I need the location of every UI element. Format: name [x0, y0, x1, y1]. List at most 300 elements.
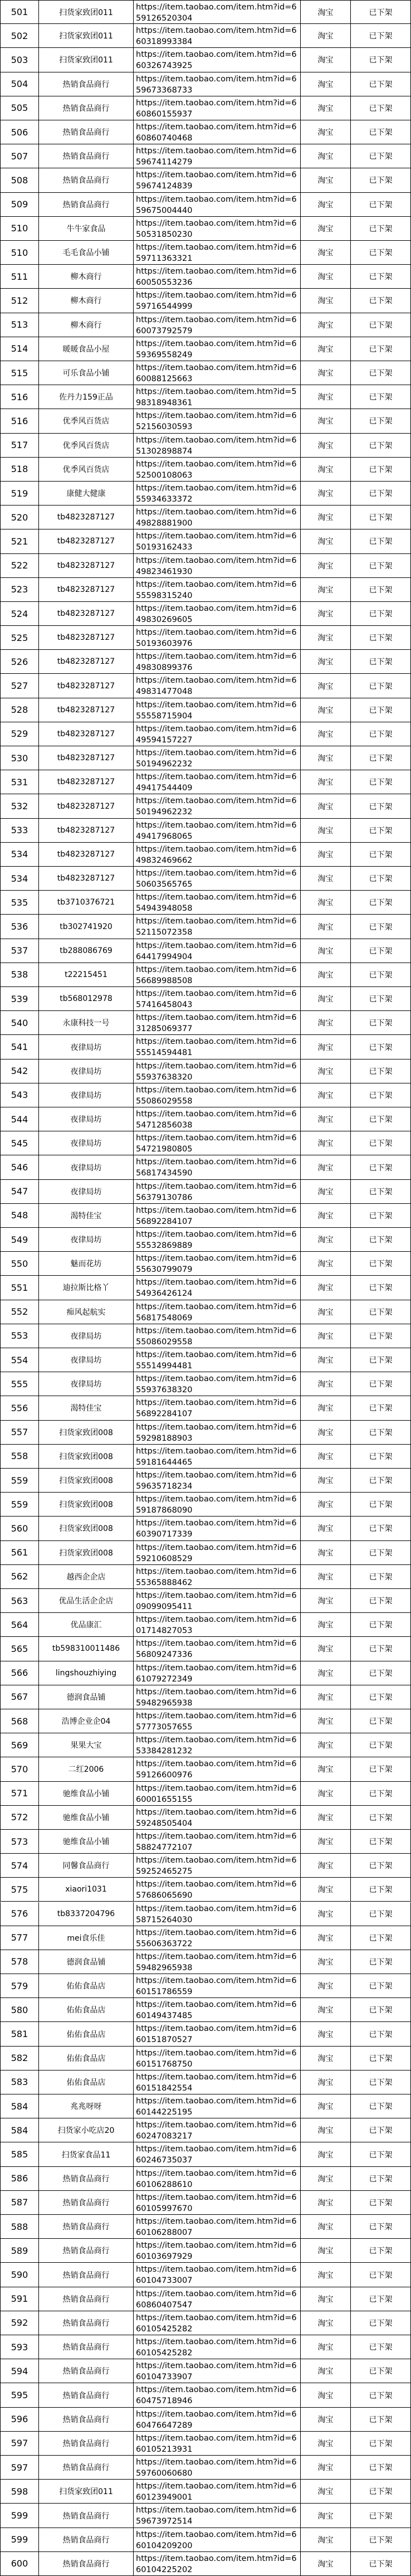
item-link[interactable]: https://item.taobao.com/item.htm?id=660106288610	[134, 2167, 301, 2191]
table-row	[0, 1107, 411, 1131]
platform-cell: 淘宝	[301, 1782, 351, 1806]
row-number: 585	[0, 2142, 39, 2166]
platform-cell: 淘宝	[301, 289, 351, 313]
status-cell: 已下架	[351, 1107, 411, 1131]
item-link[interactable]: https://item.taobao.com/item.htm?id=660860740468	[134, 120, 301, 144]
platform-cell: 淘宝	[301, 409, 351, 433]
row-number: 599	[0, 2504, 39, 2528]
item-link[interactable]: https://item.taobao.com/item.htm?id=659673368733	[134, 72, 301, 96]
table-row	[0, 963, 411, 987]
status-cell: 已下架	[351, 1348, 411, 1372]
item-link[interactable]: https://item.taobao.com/item.htm?id=660247083217	[134, 2118, 301, 2142]
item-link[interactable]: https://item.taobao.com/item.htm?id=659675004440	[134, 193, 301, 217]
platform-cell: 淘宝	[301, 2456, 351, 2480]
table-row	[0, 2408, 411, 2432]
item-link[interactable]: https://item.taobao.com/item.htm?id=659635718234	[134, 1469, 301, 1493]
table-row	[0, 1252, 411, 1276]
item-link[interactable]: https://item.taobao.com/item.htm?id=658715264030	[134, 1902, 301, 1926]
item-link[interactable]: https://item.taobao.com/item.htm?id=649832469662	[134, 843, 301, 867]
table-row	[0, 2094, 411, 2118]
row-number: 519	[0, 482, 39, 506]
item-link[interactable]: https://item.taobao.com/item.htm?id=659482965938	[134, 1685, 301, 1709]
status-cell: 已下架	[351, 144, 411, 168]
item-link[interactable]: https://item.taobao.com/item.htm?id=598318948361	[134, 385, 301, 409]
status-cell: 已下架	[351, 2528, 411, 2552]
platform-cell: 淘宝	[301, 193, 351, 217]
item-link[interactable]: https://item.taobao.com/item.htm?id=654721980805	[134, 1131, 301, 1155]
platform-cell: 淘宝	[301, 506, 351, 529]
shop-name: tb288086769	[39, 939, 134, 963]
item-link[interactable]: https://item.taobao.com/item.htm?id=631285069377	[134, 1011, 301, 1035]
item-link[interactable]: https://item.taobao.com/item.htm?id=659482965938	[134, 1950, 301, 1974]
platform-cell: 淘宝	[301, 96, 351, 120]
item-link[interactable]: https://item.taobao.com/item.htm?id=656817548069	[134, 1300, 301, 1324]
item-link[interactable]: https://item.taobao.com/item.htm?id=654936426124	[134, 1276, 301, 1300]
item-link[interactable]: https://item.taobao.com/item.htm?id=660088125663	[134, 361, 301, 385]
row-number: 553	[0, 1324, 39, 1348]
item-link[interactable]: https://item.taobao.com/item.htm?id=660151870527	[134, 2022, 301, 2046]
item-link[interactable]: https://item.taobao.com/item.htm?id=659126600976	[134, 1757, 301, 1781]
item-link[interactable]: https://item.taobao.com/item.htm?id=656892284107	[134, 1396, 301, 1420]
table-row	[0, 1300, 411, 1324]
platform-cell: 淘宝	[301, 337, 351, 361]
platform-cell: 淘宝	[301, 1613, 351, 1637]
row-number: 539	[0, 987, 39, 1011]
status-cell: 已下架	[351, 2383, 411, 2407]
shop-name: 夜律局坊	[39, 1131, 134, 1155]
item-link[interactable]: https://item.taobao.com/item.htm?id=657773057655	[134, 1709, 301, 1733]
shop-name: 驰维食品小铺	[39, 1830, 134, 1854]
item-link[interactable]: https://item.taobao.com/item.htm?id=659716544999	[134, 289, 301, 313]
status-cell: 已下架	[351, 819, 411, 843]
item-link[interactable]: https://item.taobao.com/item.htm?id=655937638320	[134, 1372, 301, 1396]
item-link[interactable]: https://item.taobao.com/item.htm?id=660318993384	[134, 24, 301, 48]
shop-name: tb4823287127	[39, 698, 134, 722]
row-number: 529	[0, 722, 39, 746]
item-link[interactable]: https://item.taobao.com/item.htm?id=659187868090	[134, 1493, 301, 1517]
status-cell: 已下架	[351, 0, 411, 24]
row-number: 517	[0, 434, 39, 458]
item-link[interactable]: https://item.taobao.com/item.htm?id=652500108063	[134, 458, 301, 482]
table-row	[0, 506, 411, 529]
table-row	[0, 746, 411, 770]
status-cell: 已下架	[351, 1396, 411, 1420]
table-row	[0, 385, 411, 409]
item-link[interactable]: https://item.taobao.com/item.htm?id=649594157227	[134, 722, 301, 746]
item-link[interactable]: https://item.taobao.com/item.htm?id=664417994904	[134, 939, 301, 963]
item-link[interactable]: https://item.taobao.com/item.htm?id=649830269605	[134, 602, 301, 626]
platform-cell: 淘宝	[301, 1421, 351, 1445]
item-link[interactable]: https://item.taobao.com/item.htm?id=660105425282	[134, 2311, 301, 2335]
item-link[interactable]: https://item.taobao.com/item.htm?id=659369558249	[134, 337, 301, 361]
item-link[interactable]: https://item.taobao.com/item.htm?id=655532869889	[134, 1228, 301, 1252]
item-link[interactable]: https://item.taobao.com/item.htm?id=660149437485	[134, 1998, 301, 2022]
shop-name: lingshouzhiying	[39, 1661, 134, 1685]
item-link[interactable]: https://item.taobao.com/item.htm?id=649830899376	[134, 650, 301, 674]
shop-name: 夜律局坊	[39, 1059, 134, 1083]
item-link[interactable]: https://item.taobao.com/item.htm?id=652115072358	[134, 915, 301, 939]
platform-cell: 淘宝	[301, 602, 351, 626]
row-number: 524	[0, 602, 39, 626]
item-link[interactable]: https://item.taobao.com/item.htm?id=660860155937	[134, 96, 301, 120]
row-number: 569	[0, 1733, 39, 1757]
platform-cell: 淘宝	[301, 1854, 351, 1878]
status-cell: 已下架	[351, 891, 411, 915]
table-row	[0, 1083, 411, 1107]
table-row	[0, 2287, 411, 2311]
shop-name: 热销食品商行	[39, 2528, 134, 2552]
table-row	[0, 1589, 411, 1613]
status-cell: 已下架	[351, 361, 411, 385]
item-link[interactable]: https://item.taobao.com/item.htm?id=659298188903	[134, 1421, 301, 1445]
row-number: 545	[0, 1131, 39, 1155]
table-row	[0, 602, 411, 626]
item-link[interactable]: https://item.taobao.com/item.htm?id=650603565765	[134, 867, 301, 891]
table-row	[0, 1733, 411, 1757]
item-link[interactable]: https://item.taobao.com/item.htm?id=661079272349	[134, 1661, 301, 1685]
item-link[interactable]: https://item.taobao.com/item.htm?id=649831477048	[134, 674, 301, 698]
platform-cell: 淘宝	[301, 1493, 351, 1517]
item-link[interactable]: https://item.taobao.com/item.htm?id=653384281232	[134, 1733, 301, 1757]
table-row	[0, 1517, 411, 1540]
table-row	[0, 794, 411, 818]
row-number: 538	[0, 963, 39, 987]
platform-cell: 淘宝	[301, 1685, 351, 1709]
item-link[interactable]: https://item.taobao.com/item.htm?id=655514994481	[134, 1348, 301, 1372]
item-link[interactable]: https://item.taobao.com/item.htm?id=660104733007	[134, 2263, 301, 2287]
item-link[interactable]: https://item.taobao.com/item.htm?id=650194962232	[134, 746, 301, 770]
platform-cell: 淘宝	[301, 1107, 351, 1131]
platform-cell: 淘宝	[301, 2239, 351, 2263]
item-link[interactable]: https://item.taobao.com/item.htm?id=660246735037	[134, 2142, 301, 2166]
platform-cell: 淘宝	[301, 120, 351, 144]
item-link[interactable]: https://item.taobao.com/item.htm?id=656689988508	[134, 963, 301, 987]
shop-name: 扫货家致团008	[39, 1445, 134, 1469]
item-link[interactable]: https://item.taobao.com/item.htm?id=660144225195	[134, 2094, 301, 2118]
item-link[interactable]: https://item.taobao.com/item.htm?id=660151842554	[134, 2070, 301, 2094]
item-link[interactable]: https://item.taobao.com/item.htm?id=657416458043	[134, 987, 301, 1011]
item-link[interactable]: https://item.taobao.com/item.htm?id=655514594481	[134, 1035, 301, 1059]
platform-cell: 淘宝	[301, 578, 351, 602]
item-link[interactable]: https://item.taobao.com/item.htm?id=652156030593	[134, 409, 301, 433]
shop-name: 热销食品商行	[39, 2167, 134, 2191]
platform-cell: 淘宝	[301, 2215, 351, 2239]
item-link[interactable]: https://item.taobao.com/item.htm?id=655937638320	[134, 1059, 301, 1083]
item-link[interactable]: https://item.taobao.com/item.htm?id=656892284107	[134, 1204, 301, 1228]
row-number: 586	[0, 2167, 39, 2191]
shop-name: 驰维食品小铺	[39, 1782, 134, 1806]
item-link[interactable]: https://item.taobao.com/item.htm?id=657686065690	[134, 1878, 301, 1902]
shop-name: 迪拉斯比格丫	[39, 1276, 134, 1300]
item-link[interactable]: https://item.taobao.com/item.htm?id=655086029558	[134, 1324, 301, 1348]
shop-name: tb4823287127	[39, 867, 134, 891]
item-link[interactable]: https://item.taobao.com/item.htm?id=660106288007	[134, 2215, 301, 2239]
item-link[interactable]: https://item.taobao.com/item.htm?id=659181644465	[134, 1445, 301, 1469]
item-link[interactable]: https://item.taobao.com/item.htm?id=650194962232	[134, 794, 301, 818]
item-link[interactable]: https://item.taobao.com/item.htm?id=659673972514	[134, 2504, 301, 2528]
platform-cell: 淘宝	[301, 1926, 351, 1950]
item-link[interactable]: https://item.taobao.com/item.htm?id=656809247336	[134, 1637, 301, 1661]
table-row	[0, 2263, 411, 2287]
status-cell: 已下架	[351, 2480, 411, 2504]
shop-name: 二红2006	[39, 1757, 134, 1781]
row-number: 544	[0, 1107, 39, 1131]
status-cell: 已下架	[351, 72, 411, 96]
shop-name: 佑佑食品店	[39, 2070, 134, 2094]
shop-name: 热销食品商行	[39, 144, 134, 168]
item-link[interactable]: https://item.taobao.com/item.htm?id=660476647289	[134, 2408, 301, 2432]
shop-name: tb4823287127	[39, 626, 134, 650]
status-cell: 已下架	[351, 1300, 411, 1324]
item-link[interactable]: https://item.taobao.com/item.htm?id=659674124839	[134, 168, 301, 192]
shop-name: 热销食品商行	[39, 2215, 134, 2239]
shop-name: 痴风起航实	[39, 1300, 134, 1324]
row-number: 547	[0, 1180, 39, 1204]
platform-cell: 淘宝	[301, 1661, 351, 1685]
item-link[interactable]: https://item.taobao.com/item.htm?id=649417968065	[134, 819, 301, 843]
item-link[interactable]: https://item.taobao.com/item.htm?id=649828881900	[134, 506, 301, 529]
status-cell: 已下架	[351, 2215, 411, 2239]
item-link[interactable]: https://item.taobao.com/item.htm?id=650193162433	[134, 529, 301, 553]
item-link[interactable]: https://item.taobao.com/item.htm?id=649417544409	[134, 770, 301, 794]
shop-name: 热销食品商行	[39, 2456, 134, 2480]
status-cell: 已下架	[351, 1950, 411, 1974]
row-number: 511	[0, 265, 39, 289]
table-row	[0, 674, 411, 698]
table-row	[0, 698, 411, 722]
table-row	[0, 1204, 411, 1228]
row-number: 531	[0, 770, 39, 794]
row-number: 540	[0, 1011, 39, 1035]
shop-name: 渴特佳宝	[39, 1396, 134, 1420]
item-link[interactable]: https://item.taobao.com/item.htm?id=658824772107	[134, 1830, 301, 1854]
item-link[interactable]: https://item.taobao.com/item.htm?id=659711363321	[134, 241, 301, 265]
table-row	[0, 650, 411, 674]
item-link[interactable]: https://item.taobao.com/item.htm?id=654712856038	[134, 1107, 301, 1131]
item-link[interactable]: https://item.taobao.com/item.htm?id=660001655155	[134, 1782, 301, 1806]
status-cell: 已下架	[351, 1541, 411, 1565]
status-cell: 已下架	[351, 698, 411, 722]
shop-name: 驰维食品小铺	[39, 1806, 134, 1830]
row-number: 558	[0, 1445, 39, 1469]
item-link[interactable]: https://item.taobao.com/item.htm?id=655606363722	[134, 1926, 301, 1950]
table-row	[0, 1637, 411, 1661]
item-link[interactable]: https://item.taobao.com/item.htm?id=651302898874	[134, 434, 301, 458]
item-link[interactable]: https://item.taobao.com/item.htm?id=654943948058	[134, 891, 301, 915]
row-number: 579	[0, 1974, 39, 1998]
platform-cell: 淘宝	[301, 1709, 351, 1733]
shop-name: 扫货家致团008	[39, 1517, 134, 1540]
table-row	[0, 48, 411, 72]
status-cell: 已下架	[351, 2504, 411, 2528]
platform-cell: 淘宝	[301, 48, 351, 72]
platform-cell: 淘宝	[301, 2047, 351, 2070]
shop-name: tb4823287127	[39, 843, 134, 867]
item-link[interactable]: https://item.taobao.com/item.htm?id=656817434590	[134, 1155, 301, 1179]
item-link[interactable]: https://item.taobao.com/item.htm?id=660105425282	[134, 2335, 301, 2359]
item-link[interactable]: https://item.taobao.com/item.htm?id=660390717339	[134, 1517, 301, 1540]
item-link[interactable]: https://item.taobao.com/item.htm?id=650531850230	[134, 217, 301, 241]
platform-cell: 淘宝	[301, 313, 351, 337]
status-cell: 已下架	[351, 2335, 411, 2359]
row-number: 562	[0, 1565, 39, 1589]
status-cell: 已下架	[351, 770, 411, 794]
item-link[interactable]: https://item.taobao.com/item.htm?id=660050553236	[134, 265, 301, 289]
item-link[interactable]: https://item.taobao.com/item.htm?id=659126520304	[134, 0, 301, 24]
table-row	[0, 1950, 411, 1974]
item-link[interactable]: https://item.taobao.com/item.htm?id=660860407547	[134, 2287, 301, 2311]
platform-cell: 淘宝	[301, 1204, 351, 1228]
platform-cell: 淘宝	[301, 1974, 351, 1998]
item-link[interactable]: https://item.taobao.com/item.htm?id=660104225202	[134, 2552, 301, 2576]
item-link[interactable]: https://item.taobao.com/item.htm?id=660105997670	[134, 2191, 301, 2215]
shop-name: 热销食品商行	[39, 2408, 134, 2432]
table-row	[0, 193, 411, 217]
status-cell: 已下架	[351, 168, 411, 192]
item-link[interactable]: https://item.taobao.com/item.htm?id=655598315240	[134, 578, 301, 602]
status-cell: 已下架	[351, 1011, 411, 1035]
item-link[interactable]: https://item.taobao.com/item.htm?id=660104209200	[134, 2528, 301, 2552]
table-row	[0, 2335, 411, 2359]
platform-cell: 淘宝	[301, 650, 351, 674]
shop-name: 兆兆呀呀	[39, 2094, 134, 2118]
status-cell: 已下架	[351, 746, 411, 770]
row-number: 600	[0, 2552, 39, 2576]
item-link[interactable]: https://item.taobao.com/item.htm?id=650193603976	[134, 626, 301, 650]
item-link[interactable]: https://item.taobao.com/item.htm?id=660326743925	[134, 48, 301, 72]
table-row	[0, 1613, 411, 1637]
table-row	[0, 843, 411, 867]
item-link[interactable]: https://item.taobao.com/item.htm?id=655086029558	[134, 1083, 301, 1107]
table-row	[0, 2070, 411, 2094]
shop-name: 热销食品商行	[39, 2359, 134, 2383]
shop-name: tb4823287127	[39, 529, 134, 553]
table-row	[0, 939, 411, 963]
platform-cell: 淘宝	[301, 1252, 351, 1276]
row-number: 559	[0, 1493, 39, 1517]
row-number: 564	[0, 1613, 39, 1637]
item-link[interactable]: https://item.taobao.com/item.htm?id=660151786559	[134, 1974, 301, 1998]
item-link[interactable]: https://item.taobao.com/item.htm?id=655630799079	[134, 1252, 301, 1276]
table-row	[0, 1782, 411, 1806]
status-cell: 已下架	[351, 650, 411, 674]
table-row	[0, 2215, 411, 2239]
item-link[interactable]: https://item.taobao.com/item.htm?id=660103697929	[134, 2239, 301, 2263]
shop-name: 热销食品商行	[39, 2239, 134, 2263]
row-number: 523	[0, 578, 39, 602]
status-cell: 已下架	[351, 2432, 411, 2456]
shop-name: 德润食品铺	[39, 1685, 134, 1709]
table-row	[0, 0, 411, 24]
row-number: 516	[0, 385, 39, 409]
shop-name: 浩博企业企04	[39, 1709, 134, 1733]
row-number: 508	[0, 168, 39, 192]
shop-name: 柳木商行	[39, 313, 134, 337]
table-row	[0, 722, 411, 746]
shop-name: 热销食品商行	[39, 72, 134, 96]
item-link[interactable]: https://item.taobao.com/item.htm?id=659252465275	[134, 1854, 301, 1878]
item-link[interactable]: https://item.taobao.com/item.htm?id=609099095411	[134, 1589, 301, 1613]
shop-name: 优季风百货店	[39, 458, 134, 482]
item-link[interactable]: https://item.taobao.com/item.htm?id=660151768750	[134, 2047, 301, 2070]
table-row	[0, 2456, 411, 2480]
status-cell: 已下架	[351, 1035, 411, 1059]
item-link[interactable]: https://item.taobao.com/item.htm?id=660123949001	[134, 2480, 301, 2504]
status-cell: 已下架	[351, 289, 411, 313]
shop-name: 可乐食品小铺	[39, 361, 134, 385]
item-link[interactable]: https://item.taobao.com/item.htm?id=659248505404	[134, 1806, 301, 1830]
row-number: 552	[0, 1300, 39, 1324]
item-link[interactable]: https://item.taobao.com/item.htm?id=655558715904	[134, 698, 301, 722]
status-cell: 已下架	[351, 1902, 411, 1926]
platform-cell: 淘宝	[301, 1469, 351, 1493]
platform-cell: 淘宝	[301, 2408, 351, 2432]
row-number: 528	[0, 698, 39, 722]
platform-cell: 淘宝	[301, 1902, 351, 1926]
status-cell: 已下架	[351, 1806, 411, 1830]
row-number: 584	[0, 2094, 39, 2118]
table-row	[0, 1709, 411, 1733]
shop-name: 扫货家致团008	[39, 1541, 134, 1565]
row-number: 534	[0, 843, 39, 867]
item-link[interactable]: https://item.taobao.com/item.htm?id=656379130786	[134, 1180, 301, 1204]
item-link[interactable]: https://item.taobao.com/item.htm?id=660104733907	[134, 2359, 301, 2383]
status-cell: 已下架	[351, 1757, 411, 1781]
platform-cell: 淘宝	[301, 2480, 351, 2504]
platform-cell: 淘宝	[301, 2552, 351, 2576]
item-link[interactable]: https://item.taobao.com/item.htm?id=601714827053	[134, 1613, 301, 1637]
table-row	[0, 2022, 411, 2046]
item-link[interactable]: https://item.taobao.com/item.htm?id=660105213931	[134, 2432, 301, 2456]
platform-cell: 淘宝	[301, 2359, 351, 2383]
table-row	[0, 2480, 411, 2504]
row-number: 530	[0, 746, 39, 770]
shop-name: tb4823287127	[39, 674, 134, 698]
item-link[interactable]: https://item.taobao.com/item.htm?id=649823461930	[134, 554, 301, 578]
status-cell: 已下架	[351, 939, 411, 963]
shop-name: 扫货家致团011	[39, 0, 134, 24]
platform-cell: 淘宝	[301, 2118, 351, 2142]
status-cell: 已下架	[351, 602, 411, 626]
item-link[interactable]: https://item.taobao.com/item.htm?id=655934633372	[134, 482, 301, 506]
status-cell: 已下架	[351, 843, 411, 867]
table-row	[0, 1998, 411, 2022]
table-row	[0, 2311, 411, 2335]
table-row	[0, 96, 411, 120]
status-cell: 已下架	[351, 1252, 411, 1276]
platform-cell: 淘宝	[301, 1517, 351, 1540]
table-row	[0, 1878, 411, 1902]
table-row	[0, 1974, 411, 1998]
item-link[interactable]: https://item.taobao.com/item.htm?id=659210608529	[134, 1541, 301, 1565]
item-link[interactable]: https://item.taobao.com/item.htm?id=659760060680	[134, 2456, 301, 2480]
platform-cell: 淘宝	[301, 770, 351, 794]
item-link[interactable]: https://item.taobao.com/item.htm?id=660475718946	[134, 2383, 301, 2407]
status-cell: 已下架	[351, 1517, 411, 1540]
shop-name: mei食乐佳	[39, 1926, 134, 1950]
status-cell: 已下架	[351, 1709, 411, 1733]
shop-name: 热销食品商行	[39, 2504, 134, 2528]
platform-cell: 淘宝	[301, 1541, 351, 1565]
item-link[interactable]: https://item.taobao.com/item.htm?id=660073792579	[134, 313, 301, 337]
row-number: 514	[0, 337, 39, 361]
row-number: 509	[0, 193, 39, 217]
item-link[interactable]: https://item.taobao.com/item.htm?id=655365888462	[134, 1565, 301, 1589]
platform-cell: 淘宝	[301, 1083, 351, 1107]
shop-name: 热销食品商行	[39, 2335, 134, 2359]
item-link[interactable]: https://item.taobao.com/item.htm?id=659674114279	[134, 144, 301, 168]
table-row	[0, 458, 411, 482]
